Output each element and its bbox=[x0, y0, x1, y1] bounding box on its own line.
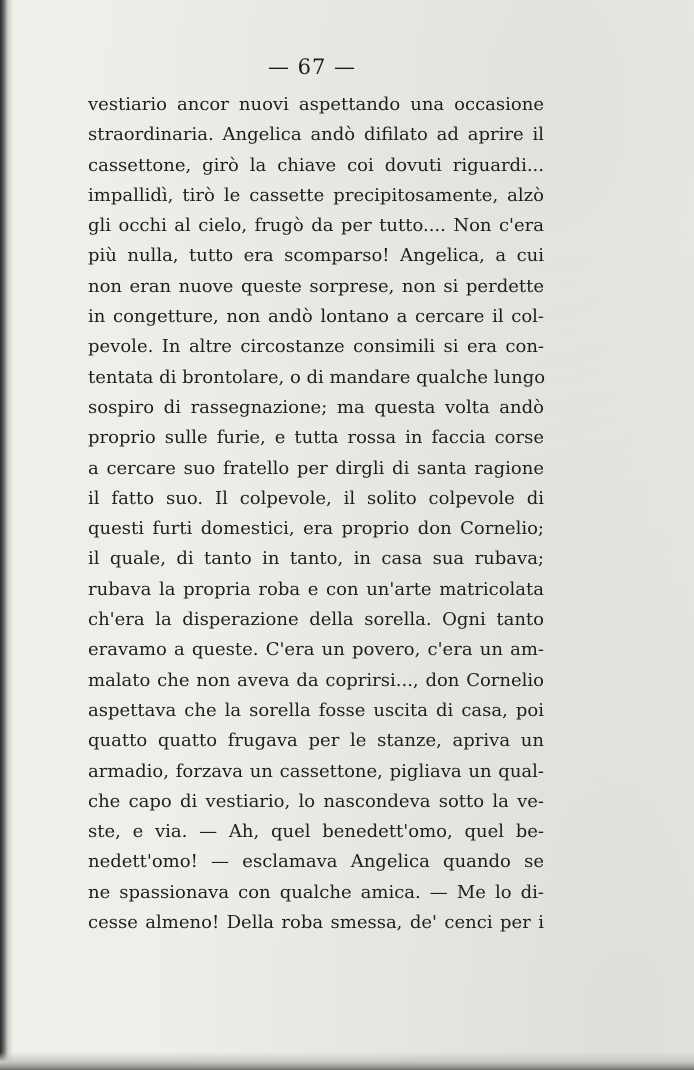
text-line: nedett'omo! — esclamava Angelica quando se bbox=[88, 851, 544, 873]
text-line: armadio, forzava un cassettone, pigliava un qual- bbox=[88, 760, 544, 782]
body-text bbox=[88, 90, 544, 938]
text-line: pevole. In altre circostanze consimili si era con- bbox=[88, 336, 544, 358]
text-line: ste, e via. — Ah, quel benedett'omo, quel be- bbox=[88, 821, 544, 843]
text-line: il quale, di tanto in tanto, in casa sua rubava; bbox=[88, 548, 544, 570]
text-line: ch'era la disperazione della sorella. Ogni tanto bbox=[88, 609, 544, 631]
text-line: in congetture, non andò lontano a cercare il col- bbox=[88, 306, 544, 328]
text-line: sospiro di rassegnazione; ma questa volta andò bbox=[88, 396, 544, 418]
text-line: non eran nuove queste sorprese, non si perdette bbox=[88, 275, 544, 297]
text-line: malato che non aveva da coprirsi..., don Cornelio bbox=[88, 669, 544, 691]
text-line: proprio sulle furie, e tutta rossa in faccia corse bbox=[88, 427, 544, 449]
text-line: il fatto suo. Il colpevole, il solito colpevole di bbox=[88, 487, 544, 509]
text-line: gli occhi al cielo, frugò da per tutto.... Non c'era bbox=[88, 215, 544, 237]
text-line: eravamo a queste. C'era un povero, c'era un am- bbox=[88, 639, 544, 661]
text-line: straordinaria. Angelica andò difilato ad aprire il bbox=[88, 124, 544, 146]
text-line: tentata di brontolare, o di mandare qualche lungo bbox=[88, 366, 546, 388]
text-line: che capo di vestiario, lo nascondeva sotto la ve- bbox=[88, 790, 544, 812]
text-line: cassettone, girò la chiave coi dovuti riguardi... bbox=[88, 154, 544, 176]
text-line: cesse almeno! Della roba smessa, de' cenci per i bbox=[88, 912, 544, 934]
text-line: a cercare suo fratello per dirgli di santa ragione bbox=[88, 457, 544, 479]
text-line: impallidì, tirò le cassette precipitosamente, alzò bbox=[88, 184, 544, 206]
text-line: ne spassionava con qualche amica. — Me lo di- bbox=[88, 881, 544, 903]
text-line: più nulla, tutto era scomparso! Angelica, a cui bbox=[88, 245, 544, 267]
text-line: questi furti domestici, era proprio don Cornelio; bbox=[88, 518, 544, 540]
text-line: rubava la propria roba e con un'arte matricolata bbox=[88, 578, 544, 600]
text-line: vestiario ancor nuovi aspettando una occasione bbox=[88, 94, 544, 115]
text-line: aspettava che la sorella fosse uscita di casa, poi bbox=[88, 699, 544, 721]
page-number: — 67 — bbox=[267, 55, 357, 79]
page-bottom-shadow bbox=[0, 1052, 694, 1070]
text-line: quatto quatto frugava per le stanze, apriva un bbox=[88, 730, 544, 752]
page-binding-shadow bbox=[0, 0, 13, 1070]
